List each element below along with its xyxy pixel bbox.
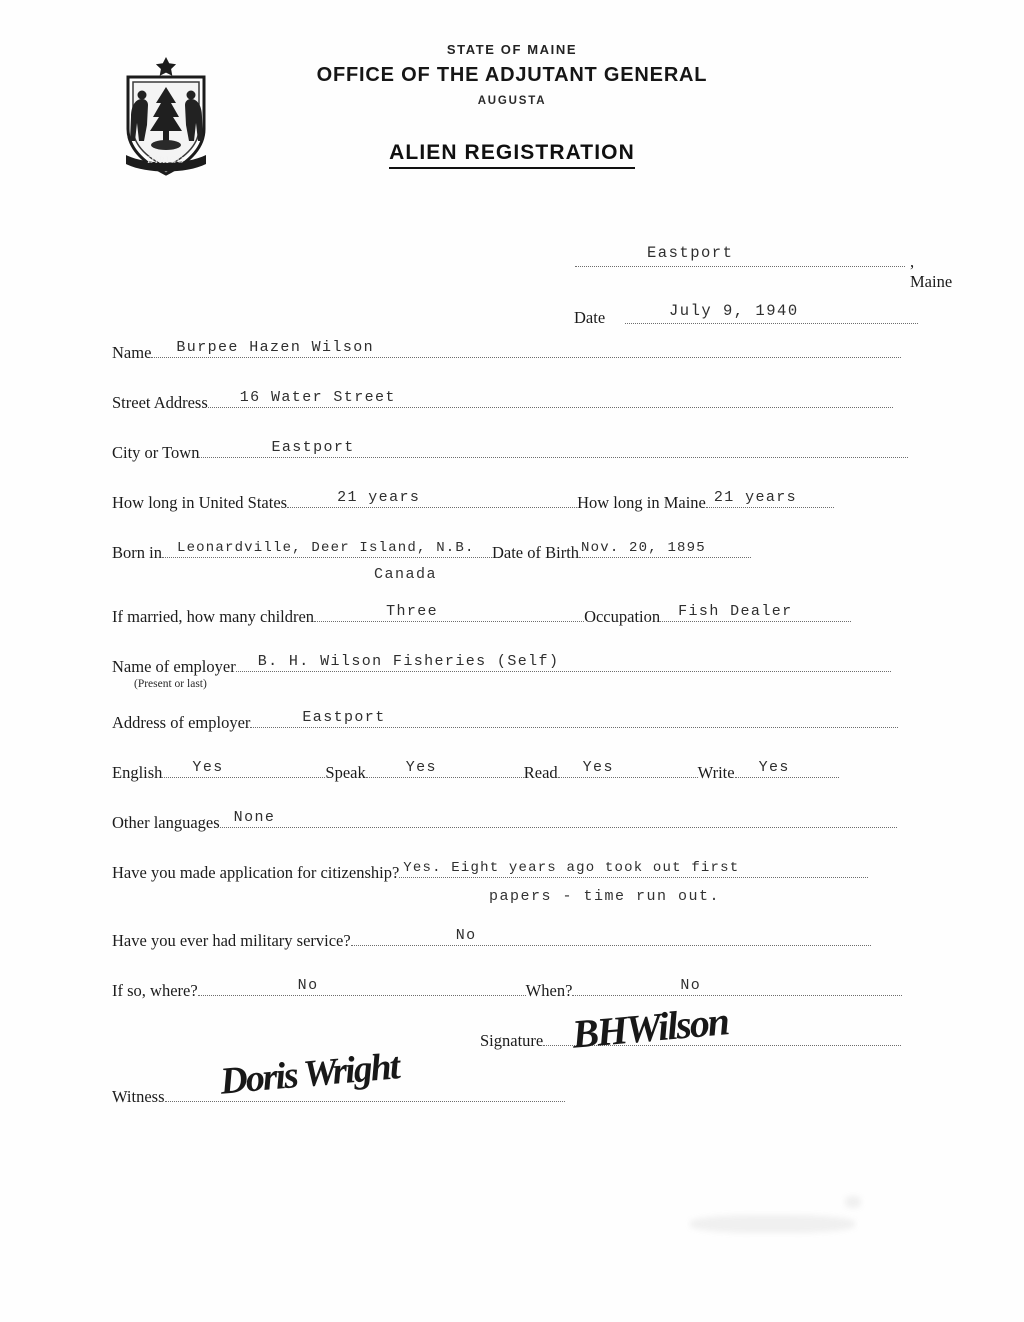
read-value: Yes [582, 759, 614, 776]
field-row-employer [112, 653, 918, 712]
write-label: Write [697, 763, 735, 782]
read-rule [558, 759, 698, 778]
document-header [0, 42, 1024, 169]
scan-speck [845, 1196, 861, 1208]
other-languages-label: Other languages [112, 813, 220, 832]
speak-label: Speak [325, 763, 366, 782]
english-label: English [112, 763, 163, 782]
children-value: Three [386, 603, 439, 620]
witness-value: Doris Wright [218, 1045, 400, 1103]
field-row-name [112, 339, 918, 392]
signature-value: BHWilson [570, 998, 730, 1057]
field-row-city [112, 439, 918, 492]
when-rule [572, 977, 902, 996]
state-suffix: , Maine [910, 252, 953, 291]
read-label: Read [523, 763, 558, 782]
date-label: Date [574, 308, 606, 327]
citizenship-value-line2: papers - time run out. [489, 888, 721, 905]
how-long-maine-label: How long in Maine [577, 493, 706, 512]
employer-address-value: Eastport [302, 709, 386, 726]
city-value: Eastport [271, 439, 355, 456]
employer-address-rule [250, 709, 898, 728]
employer-address-label: Address of employer [112, 713, 251, 732]
street-label: Street Address [112, 393, 208, 412]
field-row-street [112, 389, 918, 442]
where-rule [198, 977, 526, 996]
city-rule [199, 439, 908, 458]
employer-sub-label: (Present or last) [134, 678, 207, 690]
name-label: Name [112, 343, 152, 362]
how-long-maine-rule [706, 489, 834, 508]
header-office: OFFICE OF THE ADJUTANT GENERAL [316, 64, 708, 86]
page-title: ALIEN REGISTRATION [389, 141, 635, 169]
name-value: Burpee Hazen Wilson [176, 339, 375, 356]
occupation-value: Fish Dealer [678, 603, 793, 620]
employer-value: B. H. Wilson Fisheries (Self) [257, 653, 560, 670]
field-row-duration [112, 489, 918, 542]
field-row-children-occupation [112, 603, 918, 656]
occupation-rule [660, 603, 851, 622]
where-value: No [297, 977, 319, 994]
name-rule [151, 339, 901, 358]
date-value: July 9, 1940 [669, 302, 799, 320]
street-rule [208, 389, 893, 408]
field-row-birth [112, 542, 918, 606]
svg-text:DIRIGO: DIRIGO [147, 155, 185, 165]
place-date-block [112, 232, 953, 342]
dob-label: Date of Birth [491, 543, 580, 562]
other-languages-value: None [233, 809, 276, 826]
how-long-us-rule [287, 489, 577, 508]
town-rule [575, 266, 905, 267]
born-in-value: Leonardville, Deer Island, N.B. [176, 540, 475, 556]
field-row-military [112, 927, 918, 980]
dob-value: Nov. 20, 1895 [581, 540, 706, 556]
citizenship-label: Have you made application for citizenship? [112, 863, 400, 882]
employer-rule [236, 653, 891, 672]
english-rule [162, 759, 325, 778]
speak-rule [366, 759, 524, 778]
dob-rule [579, 542, 751, 558]
field-row-where-when [112, 977, 918, 1030]
field-row-employer-address [112, 709, 918, 762]
military-rule [351, 927, 871, 946]
speak-value: Yes [405, 759, 437, 776]
field-row-citizenship [112, 862, 918, 930]
other-languages-rule [220, 809, 897, 828]
write-value: Yes [758, 759, 790, 776]
how-long-us-value: 21 years [337, 489, 421, 506]
registration-form [112, 232, 953, 1142]
citizenship-value: Yes. Eight years ago took out first [403, 860, 740, 876]
where-label: If so, where? [112, 981, 198, 1000]
field-row-language-ability [112, 759, 918, 812]
town-value: Eastport [647, 244, 734, 262]
when-value: No [680, 977, 702, 994]
military-label: Have you ever had military service? [112, 931, 351, 950]
witness-label: Witness [112, 1087, 165, 1106]
citizenship-rule [399, 862, 868, 878]
born-in-value-line2: Canada [374, 566, 438, 583]
military-value: No [455, 927, 477, 944]
children-rule [314, 603, 584, 622]
employer-label: Name of employer [112, 657, 236, 676]
city-label: City or Town [112, 443, 200, 462]
how-long-us-label: How long in United States [112, 493, 288, 512]
date-rule [625, 323, 918, 324]
english-value: Yes [192, 759, 224, 776]
how-long-maine-value: 21 years [713, 489, 798, 506]
header-state: STATE OF MAINE [446, 42, 578, 57]
children-label: If married, how many children [112, 607, 315, 626]
write-rule [735, 759, 839, 778]
signature-label: Signature [480, 1031, 544, 1050]
street-value: 16 Water Street [239, 389, 396, 406]
born-in-rule [162, 542, 492, 558]
scan-smudge [690, 1215, 855, 1233]
when-label: When? [525, 981, 573, 1000]
born-in-label: Born in [112, 543, 162, 562]
field-row-other-languages [112, 809, 918, 862]
header-city: AUGUSTA [477, 95, 547, 107]
occupation-label: Occupation [584, 607, 661, 626]
field-row-witness [112, 1045, 918, 1142]
